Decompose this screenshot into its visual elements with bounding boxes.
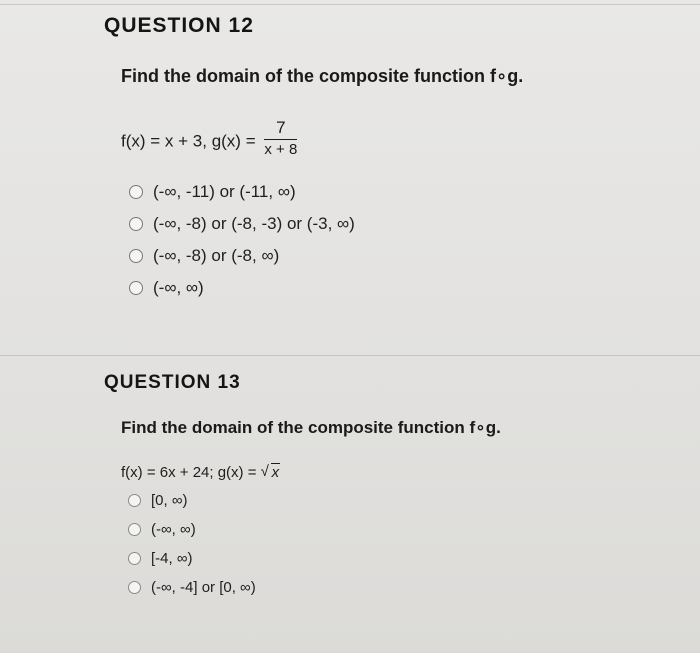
- radio-button[interactable]: [128, 494, 141, 507]
- answer-option[interactable]: [129, 208, 355, 240]
- option-label: (-∞, -11) or (-11, ∞): [153, 182, 296, 201]
- option-label: [0, ∞): [151, 492, 188, 509]
- radio-button[interactable]: [128, 523, 141, 536]
- question-separator: [0, 355, 700, 356]
- answer-option[interactable]: [128, 544, 256, 573]
- square-root: [261, 464, 281, 481]
- answer-option[interactable]: [129, 240, 355, 272]
- answer-option[interactable]: [128, 573, 256, 602]
- radio-button[interactable]: [129, 281, 143, 295]
- question-prompt: Find the domain of the composite function f∘g.: [121, 418, 501, 437]
- answer-option[interactable]: [129, 176, 355, 208]
- answer-options: [129, 176, 355, 304]
- question-prompt: Find the domain of the composite function f∘g.: [121, 66, 524, 86]
- option-label: (-∞, ∞): [153, 278, 204, 297]
- question-title: QUESTION 13: [104, 372, 241, 393]
- fraction-numerator: 7: [264, 118, 297, 140]
- question-title: QUESTION 12: [104, 14, 254, 37]
- function-text: f(x) = 6x + 24; g(x) =: [121, 464, 261, 481]
- option-label: (-∞, -8) or (-8, ∞): [153, 246, 280, 265]
- radio-button[interactable]: [128, 581, 141, 594]
- radio-button[interactable]: [129, 249, 143, 263]
- option-label: [-4, ∞): [151, 550, 193, 567]
- answer-option[interactable]: [128, 515, 256, 544]
- function-definition: [121, 464, 280, 481]
- function-definition: [121, 118, 298, 162]
- answer-option[interactable]: [128, 486, 256, 515]
- option-label: (-∞, -8) or (-8, -3) or (-3, ∞): [153, 214, 355, 233]
- answer-options: [128, 486, 256, 602]
- radio-button[interactable]: [129, 185, 143, 199]
- fraction: [264, 118, 297, 158]
- function-text: f(x) = x + 3, g(x) =: [121, 131, 261, 151]
- option-label: (-∞, ∞): [151, 521, 196, 538]
- answer-option[interactable]: [129, 272, 355, 304]
- option-label: (-∞, -4] or [0, ∞): [151, 579, 256, 596]
- fraction-denominator: x + 8: [264, 141, 298, 158]
- radio-button[interactable]: [128, 552, 141, 565]
- sqrt-radicand: x: [271, 464, 280, 481]
- radio-button[interactable]: [129, 217, 143, 231]
- question-divider: [0, 4, 700, 5]
